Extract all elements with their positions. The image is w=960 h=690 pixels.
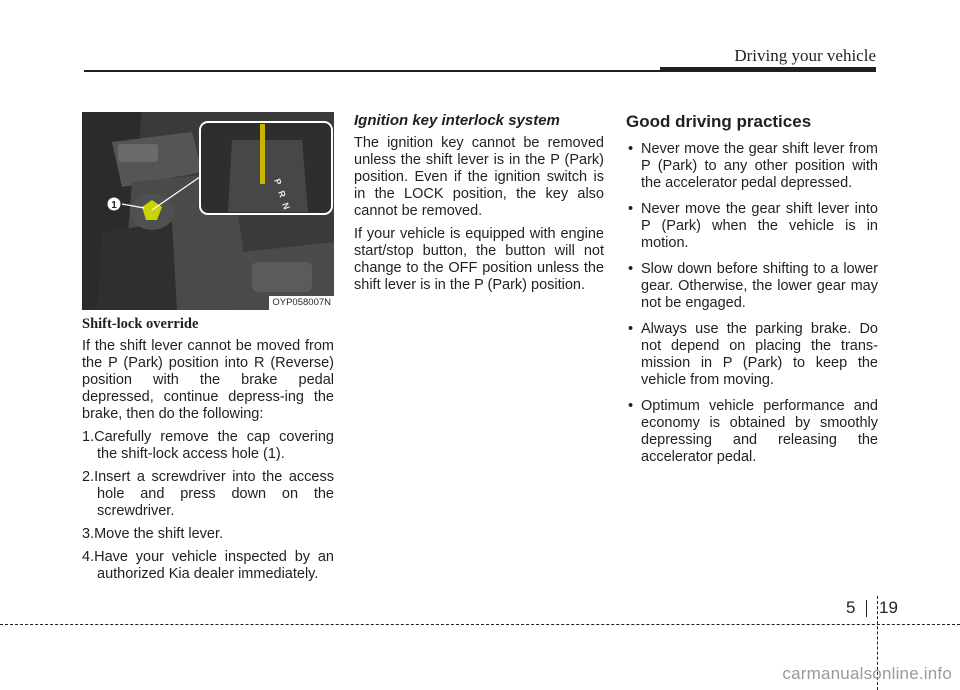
footer-dashed-line	[0, 624, 960, 625]
interlock-paragraph: If your vehicle is equipped with engine start/stop button, the button will not change to the OFF position unless the shift lever is in the P (Park) position.	[354, 226, 604, 293]
practice-item: • Optimum vehicle performance and economy is obtained by smoothly depressing and releasing the accelerator pedal.	[626, 398, 878, 466]
interlock-paragraph: The ignition key cannot be removed unless the shift lever is in the P (Park) position. Even if the ignition switch is in the LOCK position, the key also cannot be removed.	[354, 135, 604, 219]
section-title: Driving your vehicle	[734, 46, 876, 65]
step-item: 4.Have your vehicle inspected by an authorized Kia dealer immediately.	[82, 549, 334, 582]
column-left	[82, 112, 334, 589]
shift-lock-steps	[82, 429, 334, 583]
practice-item: • Never move the gear shift lever into P (Park) when the vehicle is in motion.	[626, 201, 878, 252]
gear-letter-p: P	[272, 177, 284, 187]
page-separator	[866, 600, 867, 617]
shift-lever-photo	[82, 112, 334, 310]
practice-item: • Slow down before shifting to a lower gear. Otherwise, the lower gear may not be engaged.	[626, 261, 878, 312]
practices-list	[626, 141, 878, 466]
shift-lock-heading: Shift-lock override	[82, 316, 199, 332]
chapter-number: 5	[846, 598, 856, 617]
gear-letter-r: R	[276, 189, 288, 199]
practice-item: • Always use the parking brake. Do not depend on placing the trans-mission in P (Park) to keep the vehicle from moving.	[626, 321, 878, 389]
practices-heading: Good driving practices	[626, 112, 812, 131]
shift-lever-illustration	[82, 112, 334, 310]
interlock-heading: Ignition key interlock system	[354, 112, 560, 129]
column-middle	[354, 112, 604, 300]
column-right	[626, 112, 878, 475]
step-item: 1.Carefully remove the cap covering the shift-lock access hole (1).	[82, 429, 334, 462]
callout-number: 1	[111, 200, 117, 211]
shift-lock-intro: If the shift lever cannot be moved from the P (Park) position into R (Reverse) position with the brake pedal depressed, continue depress-ing the brake, then do the following:	[82, 338, 334, 422]
header-rule-accent	[660, 67, 876, 72]
page-number: 19	[879, 598, 898, 617]
step-item: 3.Move the shift lever.	[82, 526, 224, 542]
watermark: carmanualsonline.info	[782, 664, 952, 683]
step-item: 2.Insert a screwdriver into the access hole and press down on the screwdriver.	[82, 469, 334, 519]
practice-item: • Never move the gear shift lever from P (Park) to any other position with the accelerator pedal depressed.	[626, 141, 878, 192]
figure-code: OYP058007N	[269, 296, 334, 310]
gear-letter-n: N	[280, 201, 292, 211]
